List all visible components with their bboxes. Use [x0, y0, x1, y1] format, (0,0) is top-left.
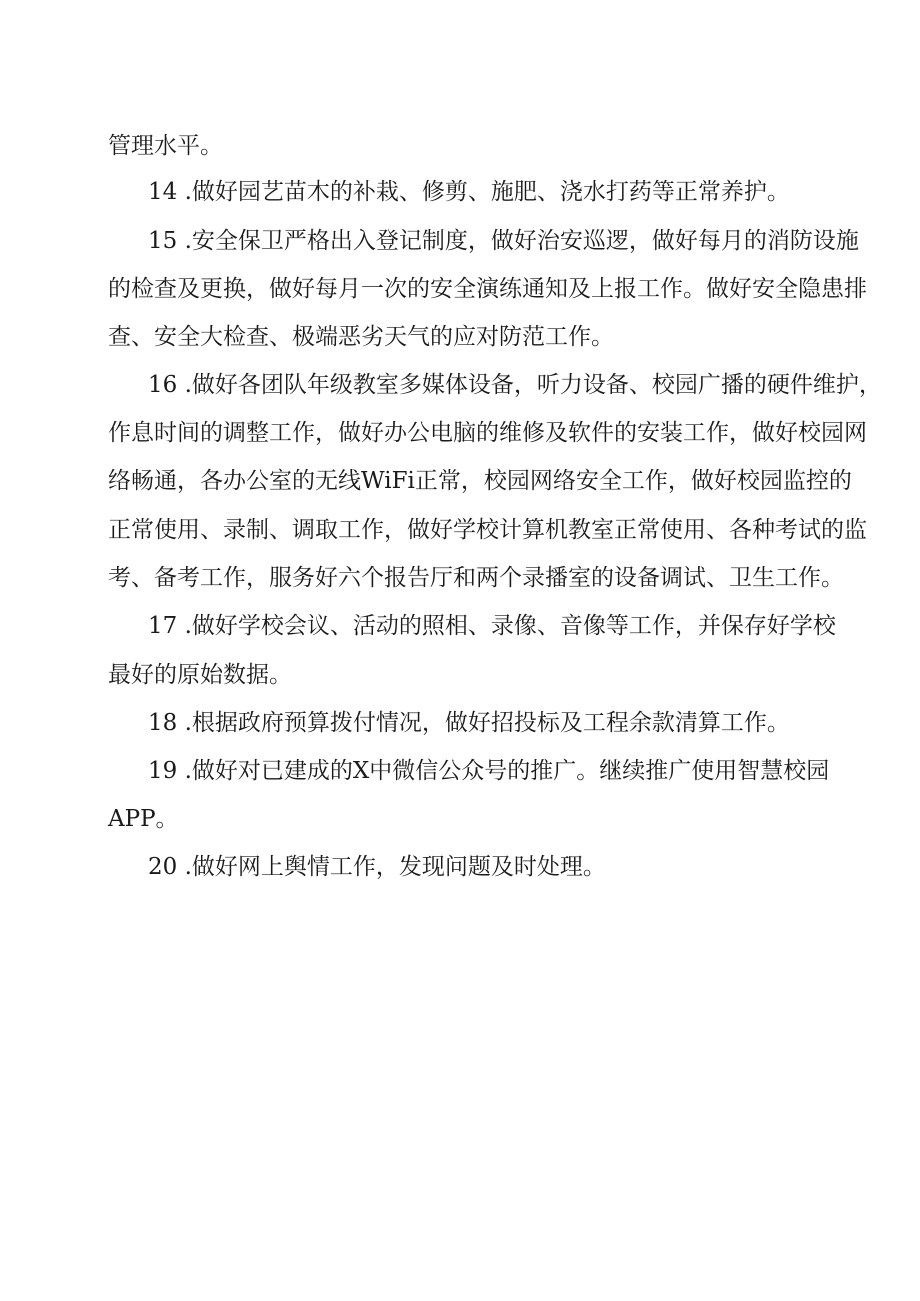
item-15-line-2: 的检查及更换，做好每月一次的安全演练通知及上报工作。做好安全隐患排	[108, 276, 867, 302]
item-19-line-1: 19 .做好对已建成的X中微信公众号的推广。继续推广使用智慧校园	[148, 758, 830, 784]
item-17-line-1: 17 .做好学校会议、活动的照相、录像、音像等工作，并保存好学校	[148, 613, 836, 639]
item-16-line-5: 考、备考工作，服务好六个报告厅和两个录播室的设备调试、卫生工作。	[108, 565, 844, 591]
item-16-line-4: 正常使用、录制、调取工作，做好学校计算机教室正常使用、各种考试的监	[108, 517, 867, 543]
item-15-line-1: 15 .安全保卫严格出入登记制度，做好治安巡逻，做好每月的消防设施	[148, 228, 859, 254]
item-16-line-2: 作息时间的调整工作，做好办公电脑的维修及软件的安装工作，做好校园网	[108, 420, 867, 446]
text-line-1: 管理水平。	[108, 133, 223, 159]
item-18-line-1: 18 .根据政府预算拨付情况，做好招投标及工程余款清算工作。	[148, 710, 790, 736]
item-19-line-2: APP。	[108, 806, 179, 832]
item-17-line-2: 最好的原始数据。	[108, 662, 292, 688]
item-16-line-1: 16 .做好各团队年级教室多媒体设备，听力设备、校园广播的硬件维护，	[148, 372, 882, 398]
item-14-line-1: 14 .做好园艺苗木的补栽、修剪、施肥、浇水打药等正常养护。	[148, 179, 790, 205]
item-16-line-3: 络畅通，各办公室的无线WiFi正常，校园网络安全工作，做好校园监控的	[108, 468, 852, 494]
item-20-line-1: 20 .做好网上舆情工作，发现问题及时处理。	[148, 854, 606, 880]
item-15-line-3: 查、安全大检查、极端恶劣天气的应对防范工作。	[108, 324, 614, 350]
